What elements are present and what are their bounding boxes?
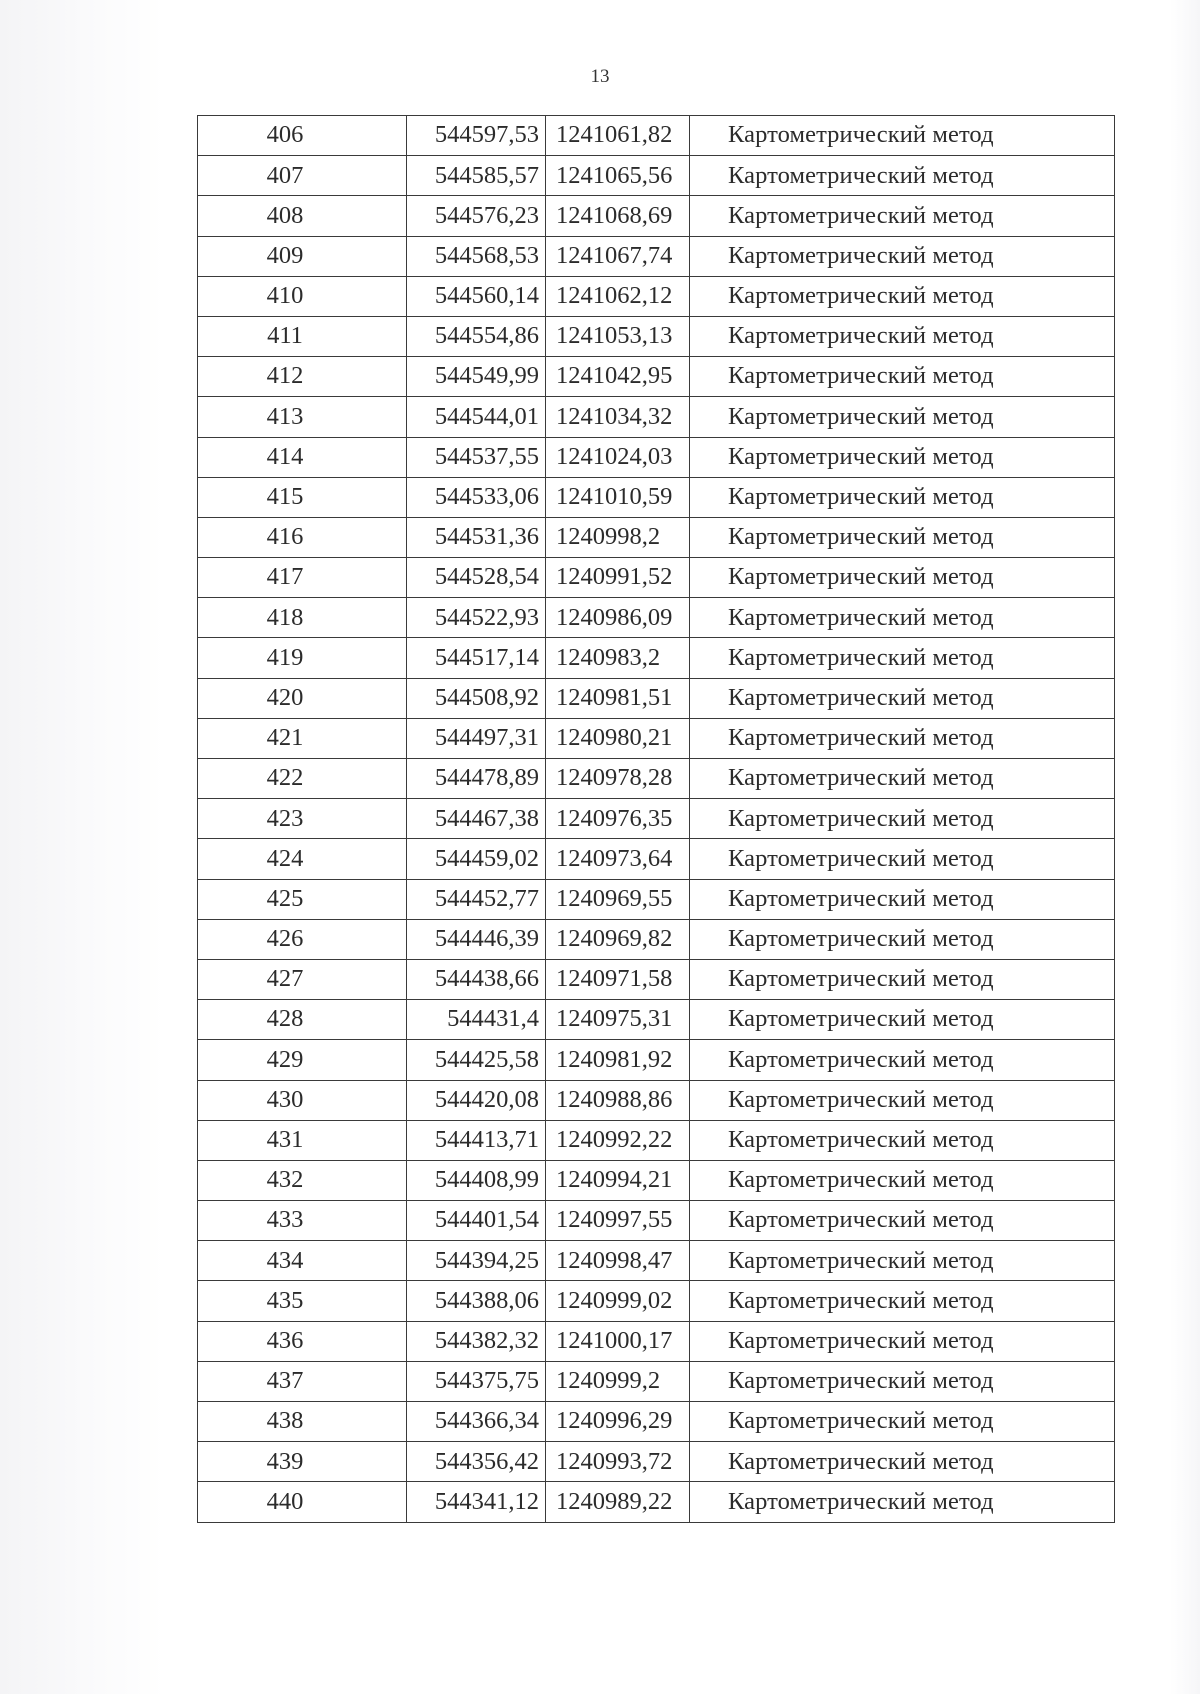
point-number-cell: 435 bbox=[198, 1281, 407, 1321]
x-coordinate-cell: 544531,36 bbox=[407, 517, 546, 557]
table-row bbox=[198, 196, 1115, 236]
method-cell: Картометрический метод bbox=[690, 517, 1115, 557]
y-coordinate-cell: 1240993,72 bbox=[546, 1442, 690, 1482]
point-number-cell: 415 bbox=[198, 477, 407, 517]
table-row bbox=[198, 799, 1115, 839]
x-coordinate-cell: 544517,14 bbox=[407, 638, 546, 678]
point-number-cell: 440 bbox=[198, 1482, 407, 1522]
y-coordinate-cell: 1240971,58 bbox=[546, 959, 690, 999]
table-row bbox=[198, 1442, 1115, 1482]
point-number-cell: 418 bbox=[198, 598, 407, 638]
method-cell: Картометрический метод bbox=[690, 196, 1115, 236]
method-cell: Картометрический метод bbox=[690, 1482, 1115, 1522]
method-cell: Картометрический метод bbox=[690, 638, 1115, 678]
point-number-cell: 437 bbox=[198, 1361, 407, 1401]
table-row bbox=[198, 1321, 1115, 1361]
table-row bbox=[198, 1080, 1115, 1120]
point-number-cell: 439 bbox=[198, 1442, 407, 1482]
y-coordinate-cell: 1240998,2 bbox=[546, 517, 690, 557]
x-coordinate-cell: 544431,4 bbox=[407, 1000, 546, 1040]
table-row bbox=[198, 517, 1115, 557]
table-row bbox=[198, 959, 1115, 999]
table-row bbox=[198, 1241, 1115, 1281]
table-row bbox=[198, 316, 1115, 356]
point-number-cell: 407 bbox=[198, 156, 407, 196]
x-coordinate-cell: 544452,77 bbox=[407, 879, 546, 919]
scan-margin-shadow-right bbox=[1170, 0, 1200, 1694]
method-cell: Картометрический метод bbox=[690, 1000, 1115, 1040]
point-number-cell: 412 bbox=[198, 357, 407, 397]
y-coordinate-cell: 1240978,28 bbox=[546, 759, 690, 799]
y-coordinate-cell: 1240976,35 bbox=[546, 799, 690, 839]
point-number-cell: 411 bbox=[198, 316, 407, 356]
x-coordinate-cell: 544478,89 bbox=[407, 759, 546, 799]
table-row bbox=[198, 1000, 1115, 1040]
y-coordinate-cell: 1241065,56 bbox=[546, 156, 690, 196]
table-row bbox=[198, 156, 1115, 196]
table-row bbox=[198, 1120, 1115, 1160]
x-coordinate-cell: 544560,14 bbox=[407, 276, 546, 316]
y-coordinate-cell: 1241053,13 bbox=[546, 316, 690, 356]
x-coordinate-cell: 544459,02 bbox=[407, 839, 546, 879]
x-coordinate-cell: 544576,23 bbox=[407, 196, 546, 236]
table-row bbox=[198, 1201, 1115, 1241]
method-cell: Картометрический метод bbox=[690, 879, 1115, 919]
y-coordinate-cell: 1240998,47 bbox=[546, 1241, 690, 1281]
point-number-cell: 430 bbox=[198, 1080, 407, 1120]
x-coordinate-cell: 544549,99 bbox=[407, 357, 546, 397]
x-coordinate-cell: 544420,08 bbox=[407, 1080, 546, 1120]
y-coordinate-cell: 1240986,09 bbox=[546, 598, 690, 638]
table-row bbox=[198, 477, 1115, 517]
y-coordinate-cell: 1240981,51 bbox=[546, 678, 690, 718]
point-number-cell: 413 bbox=[198, 397, 407, 437]
method-cell: Картометрический метод bbox=[690, 959, 1115, 999]
point-number-cell: 424 bbox=[198, 839, 407, 879]
table-row bbox=[198, 638, 1115, 678]
point-number-cell: 423 bbox=[198, 799, 407, 839]
y-coordinate-cell: 1240997,55 bbox=[546, 1201, 690, 1241]
method-cell: Картометрический метод bbox=[690, 437, 1115, 477]
table-row bbox=[198, 397, 1115, 437]
point-number-cell: 436 bbox=[198, 1321, 407, 1361]
point-number-cell: 438 bbox=[198, 1402, 407, 1442]
point-number-cell: 414 bbox=[198, 437, 407, 477]
x-coordinate-cell: 544533,06 bbox=[407, 477, 546, 517]
x-coordinate-cell: 544401,54 bbox=[407, 1201, 546, 1241]
y-coordinate-cell: 1241034,32 bbox=[546, 397, 690, 437]
x-coordinate-cell: 544356,42 bbox=[407, 1442, 546, 1482]
point-number-cell: 433 bbox=[198, 1201, 407, 1241]
point-number-cell: 409 bbox=[198, 236, 407, 276]
y-coordinate-cell: 1240999,02 bbox=[546, 1281, 690, 1321]
point-number-cell: 434 bbox=[198, 1241, 407, 1281]
y-coordinate-cell: 1240989,22 bbox=[546, 1482, 690, 1522]
method-cell: Картометрический метод bbox=[690, 156, 1115, 196]
method-cell: Картометрический метод bbox=[690, 759, 1115, 799]
table-row bbox=[198, 1281, 1115, 1321]
x-coordinate-cell: 544522,93 bbox=[407, 598, 546, 638]
x-coordinate-cell: 544388,06 bbox=[407, 1281, 546, 1321]
method-cell: Картометрический метод bbox=[690, 1120, 1115, 1160]
method-cell: Картометрический метод bbox=[690, 799, 1115, 839]
x-coordinate-cell: 544597,53 bbox=[407, 116, 546, 156]
point-number-cell: 416 bbox=[198, 517, 407, 557]
table-row bbox=[198, 1361, 1115, 1401]
table-row bbox=[198, 1160, 1115, 1200]
method-cell: Картометрический метод bbox=[690, 718, 1115, 758]
x-coordinate-cell: 544438,66 bbox=[407, 959, 546, 999]
point-number-cell: 408 bbox=[198, 196, 407, 236]
method-cell: Картометрический метод bbox=[690, 1321, 1115, 1361]
x-coordinate-cell: 544375,75 bbox=[407, 1361, 546, 1401]
x-coordinate-cell: 544554,86 bbox=[407, 316, 546, 356]
y-coordinate-cell: 1240969,55 bbox=[546, 879, 690, 919]
y-coordinate-cell: 1240969,82 bbox=[546, 919, 690, 959]
point-number-cell: 427 bbox=[198, 959, 407, 999]
point-number-cell: 417 bbox=[198, 558, 407, 598]
method-cell: Картометрический метод bbox=[690, 1160, 1115, 1200]
y-coordinate-cell: 1240980,21 bbox=[546, 718, 690, 758]
y-coordinate-cell: 1240988,86 bbox=[546, 1080, 690, 1120]
method-cell: Картометрический метод bbox=[690, 1201, 1115, 1241]
method-cell: Картометрический метод bbox=[690, 598, 1115, 638]
method-cell: Картометрический метод bbox=[690, 116, 1115, 156]
y-coordinate-cell: 1240975,31 bbox=[546, 1000, 690, 1040]
y-coordinate-cell: 1240983,2 bbox=[546, 638, 690, 678]
x-coordinate-cell: 544382,32 bbox=[407, 1321, 546, 1361]
y-coordinate-cell: 1240992,22 bbox=[546, 1120, 690, 1160]
table-row bbox=[198, 558, 1115, 598]
point-number-cell: 432 bbox=[198, 1160, 407, 1200]
x-coordinate-cell: 544537,55 bbox=[407, 437, 546, 477]
method-cell: Картометрический метод bbox=[690, 1040, 1115, 1080]
point-number-cell: 431 bbox=[198, 1120, 407, 1160]
method-cell: Картометрический метод bbox=[690, 1281, 1115, 1321]
y-coordinate-cell: 1241068,69 bbox=[546, 196, 690, 236]
method-cell: Картометрический метод bbox=[690, 839, 1115, 879]
x-coordinate-cell: 544528,54 bbox=[407, 558, 546, 598]
y-coordinate-cell: 1241042,95 bbox=[546, 357, 690, 397]
table-row bbox=[198, 1040, 1115, 1080]
point-number-cell: 425 bbox=[198, 879, 407, 919]
point-number-cell: 406 bbox=[198, 116, 407, 156]
x-coordinate-cell: 544394,25 bbox=[407, 1241, 546, 1281]
point-number-cell: 422 bbox=[198, 759, 407, 799]
page-number: 13 bbox=[590, 66, 610, 87]
table-row bbox=[198, 839, 1115, 879]
method-cell: Картометрический метод bbox=[690, 1442, 1115, 1482]
x-coordinate-cell: 544585,57 bbox=[407, 156, 546, 196]
x-coordinate-cell: 544568,53 bbox=[407, 236, 546, 276]
method-cell: Картометрический метод bbox=[690, 276, 1115, 316]
method-cell: Картометрический метод bbox=[690, 477, 1115, 517]
y-coordinate-cell: 1241062,12 bbox=[546, 276, 690, 316]
table-row bbox=[198, 357, 1115, 397]
table-row bbox=[198, 276, 1115, 316]
y-coordinate-cell: 1240991,52 bbox=[546, 558, 690, 598]
method-cell: Картометрический метод bbox=[690, 1241, 1115, 1281]
table-row bbox=[198, 879, 1115, 919]
table-row bbox=[198, 236, 1115, 276]
point-number-cell: 428 bbox=[198, 1000, 407, 1040]
y-coordinate-cell: 1241024,03 bbox=[546, 437, 690, 477]
y-coordinate-cell: 1240973,64 bbox=[546, 839, 690, 879]
method-cell: Картометрический метод bbox=[690, 558, 1115, 598]
method-cell: Картометрический метод bbox=[690, 1361, 1115, 1401]
table-row bbox=[198, 718, 1115, 758]
table-row bbox=[198, 1402, 1115, 1442]
x-coordinate-cell: 544544,01 bbox=[407, 397, 546, 437]
method-cell: Картометрический метод bbox=[690, 316, 1115, 356]
table-row bbox=[198, 678, 1115, 718]
method-cell: Картометрический метод bbox=[690, 357, 1115, 397]
table-row bbox=[198, 1482, 1115, 1522]
x-coordinate-cell: 544413,71 bbox=[407, 1120, 546, 1160]
table-row bbox=[198, 598, 1115, 638]
table-row bbox=[198, 116, 1115, 156]
method-cell: Картометрический метод bbox=[690, 919, 1115, 959]
x-coordinate-cell: 544341,12 bbox=[407, 1482, 546, 1522]
point-number-cell: 419 bbox=[198, 638, 407, 678]
y-coordinate-cell: 1241000,17 bbox=[546, 1321, 690, 1361]
y-coordinate-cell: 1241010,59 bbox=[546, 477, 690, 517]
y-coordinate-cell: 1240981,92 bbox=[546, 1040, 690, 1080]
y-coordinate-cell: 1241067,74 bbox=[546, 236, 690, 276]
point-number-cell: 429 bbox=[198, 1040, 407, 1080]
coordinates-table-body bbox=[198, 116, 1115, 1523]
point-number-cell: 420 bbox=[198, 678, 407, 718]
table-row bbox=[198, 437, 1115, 477]
method-cell: Картометрический метод bbox=[690, 397, 1115, 437]
x-coordinate-cell: 544508,92 bbox=[407, 678, 546, 718]
method-cell: Картометрический метод bbox=[690, 1402, 1115, 1442]
point-number-cell: 410 bbox=[198, 276, 407, 316]
y-coordinate-cell: 1240996,29 bbox=[546, 1402, 690, 1442]
method-cell: Картометрический метод bbox=[690, 236, 1115, 276]
x-coordinate-cell: 544366,34 bbox=[407, 1402, 546, 1442]
x-coordinate-cell: 544467,38 bbox=[407, 799, 546, 839]
y-coordinate-cell: 1240999,2 bbox=[546, 1361, 690, 1401]
y-coordinate-cell: 1240994,21 bbox=[546, 1160, 690, 1200]
table-row bbox=[198, 759, 1115, 799]
method-cell: Картометрический метод bbox=[690, 1080, 1115, 1120]
y-coordinate-cell: 1241061,82 bbox=[546, 116, 690, 156]
point-number-cell: 426 bbox=[198, 919, 407, 959]
scan-margin-shadow bbox=[0, 0, 165, 1694]
table-row bbox=[198, 919, 1115, 959]
method-cell: Картометрический метод bbox=[690, 678, 1115, 718]
x-coordinate-cell: 544446,39 bbox=[407, 919, 546, 959]
x-coordinate-cell: 544425,58 bbox=[407, 1040, 546, 1080]
coordinates-table bbox=[197, 115, 1115, 1523]
point-number-cell: 421 bbox=[198, 718, 407, 758]
x-coordinate-cell: 544497,31 bbox=[407, 718, 546, 758]
x-coordinate-cell: 544408,99 bbox=[407, 1160, 546, 1200]
